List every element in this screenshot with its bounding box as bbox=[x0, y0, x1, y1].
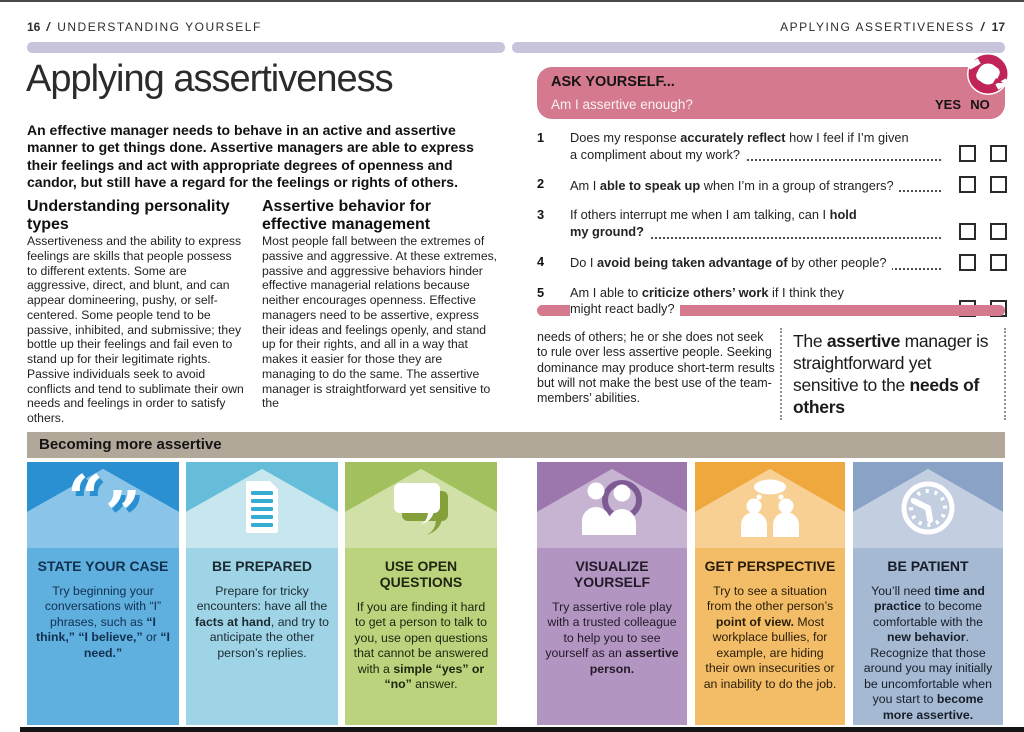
col2-heading: Assertive behavior for effective management bbox=[262, 198, 431, 233]
no-checkbox[interactable] bbox=[990, 223, 1007, 240]
question-row-4 bbox=[537, 254, 1005, 272]
slash-separator: / bbox=[980, 20, 986, 34]
document-icon bbox=[230, 479, 294, 537]
continuation-paragraph: needs of others; he or she does not seek to rule over less assertive people. Seeking dominance may produce short-term results but will not make the best use of the team-members’ abilities. bbox=[537, 330, 775, 405]
question-number: 2 bbox=[537, 176, 545, 192]
quotation-marks-icon: “” bbox=[67, 461, 141, 550]
card-body: If you are finding it hard to get a person to talk to you, use open questions that cannot be answered with a simple “yes” or “no” answer. bbox=[353, 600, 489, 692]
card-title: BE PREPARED bbox=[211, 558, 313, 574]
page-number-right: 17 bbox=[991, 20, 1005, 34]
card-title: USE OPEN QUESTIONS bbox=[379, 558, 463, 591]
shared-thought-icon bbox=[738, 479, 802, 539]
yes-column-label: YES bbox=[934, 97, 962, 112]
card-title: BE PATIENT bbox=[887, 558, 969, 574]
question-text: Does my response accurately reflect how I feel if I’m given a compliment about my work? bbox=[570, 130, 943, 163]
intro-paragraph: An effective manager needs to behave in an active and assertive manner to get things done. Assertive managers are able to express their feelings and act with appropriate degrees of openness and candor, but still have a regard for the feelings or rights of others. bbox=[27, 122, 474, 191]
strip-header-bar bbox=[27, 432, 1005, 458]
header-rule-right bbox=[512, 42, 1005, 53]
col2-body: Most people fall between the extremes of passive and aggressive. At these extremes, passive and aggressive behaviors hinder effective managerial relations because neither encourages openness. Effective managers need to be assertive, express their ideas and feelings openly, and stand up for their rights, and all in a way that makes it easier for those they are managing to do the same. The assertive manager is straightforward yet sensitive to the bbox=[262, 234, 498, 411]
page-top-edge bbox=[0, 0, 1024, 2]
question-number: 4 bbox=[537, 253, 545, 269]
slash-separator: / bbox=[46, 20, 52, 34]
card-title: GET PERSPECTIVE bbox=[704, 558, 836, 574]
yes-checkbox[interactable] bbox=[959, 176, 976, 193]
question-number: 3 bbox=[537, 207, 545, 223]
yes-checkbox[interactable] bbox=[959, 223, 976, 240]
chapter-title: UNDERSTANDING YOURSELF bbox=[57, 20, 262, 34]
ask-yourself-title: ASK YOURSELF... bbox=[551, 74, 675, 90]
strip-title: Becoming more assertive bbox=[39, 436, 222, 453]
ask-yourself-box bbox=[537, 67, 1005, 119]
running-head-left bbox=[27, 20, 262, 34]
header-rule-left bbox=[27, 42, 505, 53]
card-use-open-questions bbox=[345, 462, 497, 725]
card-title: STATE YOUR CASE bbox=[37, 558, 169, 574]
clock-icon bbox=[897, 479, 959, 539]
checklist bbox=[537, 130, 1005, 331]
question-number: 1 bbox=[537, 130, 545, 145]
card-body: You’ll need time and practice to become comfortable with the new behavior. Recognize that those around you may initially be uncomfortable when you start to become more assertive. bbox=[863, 584, 993, 722]
card-body: Try assertive role play with a trusted colleague to help you to see yourself as an assertive person. bbox=[545, 600, 679, 676]
yes-checkbox[interactable] bbox=[959, 145, 976, 162]
question-row-2 bbox=[537, 176, 1005, 194]
question-number: 5 bbox=[537, 284, 545, 300]
question-row-3 bbox=[537, 207, 1005, 240]
card-visualize-yourself bbox=[537, 462, 687, 725]
col1-body: Assertiveness and the ability to express feelings are skills that people possess to different extents. Some are aggressive, direct, and blunt, and can appear domineering, pushy, or self-centered. Some people tend to be passive, inhibited, and submissive; they bottle up their feelings and fail even to stand up for their legitimate rights. Passive individuals seek to avoid conflicts and tend to sublimate their own needs and feelings in order to satisfy others. bbox=[27, 234, 244, 426]
card-title: VISUALIZE YOURSELF bbox=[573, 558, 651, 591]
card-state-your-case bbox=[27, 462, 179, 725]
ask-yourself-subtitle: Am I assertive enough? bbox=[551, 97, 693, 112]
running-head-right bbox=[780, 20, 1005, 34]
card-be-prepared bbox=[186, 462, 338, 725]
card-body: Try to see a situation from the other person’s point of view. Most workplace bullies, for example, are hiding their own insecurities or an inability to do the job. bbox=[703, 584, 837, 691]
card-get-perspective bbox=[695, 462, 845, 725]
section-title: APPLYING ASSERTIVENESS bbox=[780, 20, 975, 34]
col1-heading: Understanding personality types bbox=[27, 198, 230, 233]
speech-bubble-icon bbox=[388, 479, 454, 539]
card-body: Prepare for tricky encounters: have all the facts at hand, and try to anticipate the other person’s replies. bbox=[195, 584, 329, 660]
yes-checkbox[interactable] bbox=[959, 254, 976, 271]
speech-swirl-icon bbox=[966, 52, 1010, 96]
question-text: Do I avoid being taken advantage of by other people? bbox=[570, 255, 943, 272]
pull-quote: The assertive manager is straightforward yet sensitive to the needs of others bbox=[780, 328, 1006, 420]
no-checkbox[interactable] bbox=[990, 145, 1007, 162]
two-people-mirror-icon bbox=[580, 479, 644, 537]
card-body: Try beginning your conversations with “I” phrases, such as “I think,” “I believe,” or “I need.” bbox=[36, 584, 170, 660]
question-text: Am I able to criticize others’ work if I think they might react badly? bbox=[570, 285, 943, 318]
no-column-label: NO bbox=[970, 97, 990, 112]
question-text: Am I able to speak up when I’m in a group of strangers? bbox=[570, 178, 943, 195]
page-number-left: 16 bbox=[27, 20, 41, 34]
page-title: Applying assertiveness bbox=[26, 58, 393, 100]
question-row-1 bbox=[537, 130, 1005, 163]
no-checkbox[interactable] bbox=[990, 176, 1007, 193]
no-checkbox[interactable] bbox=[990, 254, 1007, 271]
page-bottom-edge bbox=[20, 727, 1024, 732]
card-be-patient bbox=[853, 462, 1003, 725]
question-text: If others interrupt me when I am talking, can I hold my ground? bbox=[570, 207, 943, 240]
